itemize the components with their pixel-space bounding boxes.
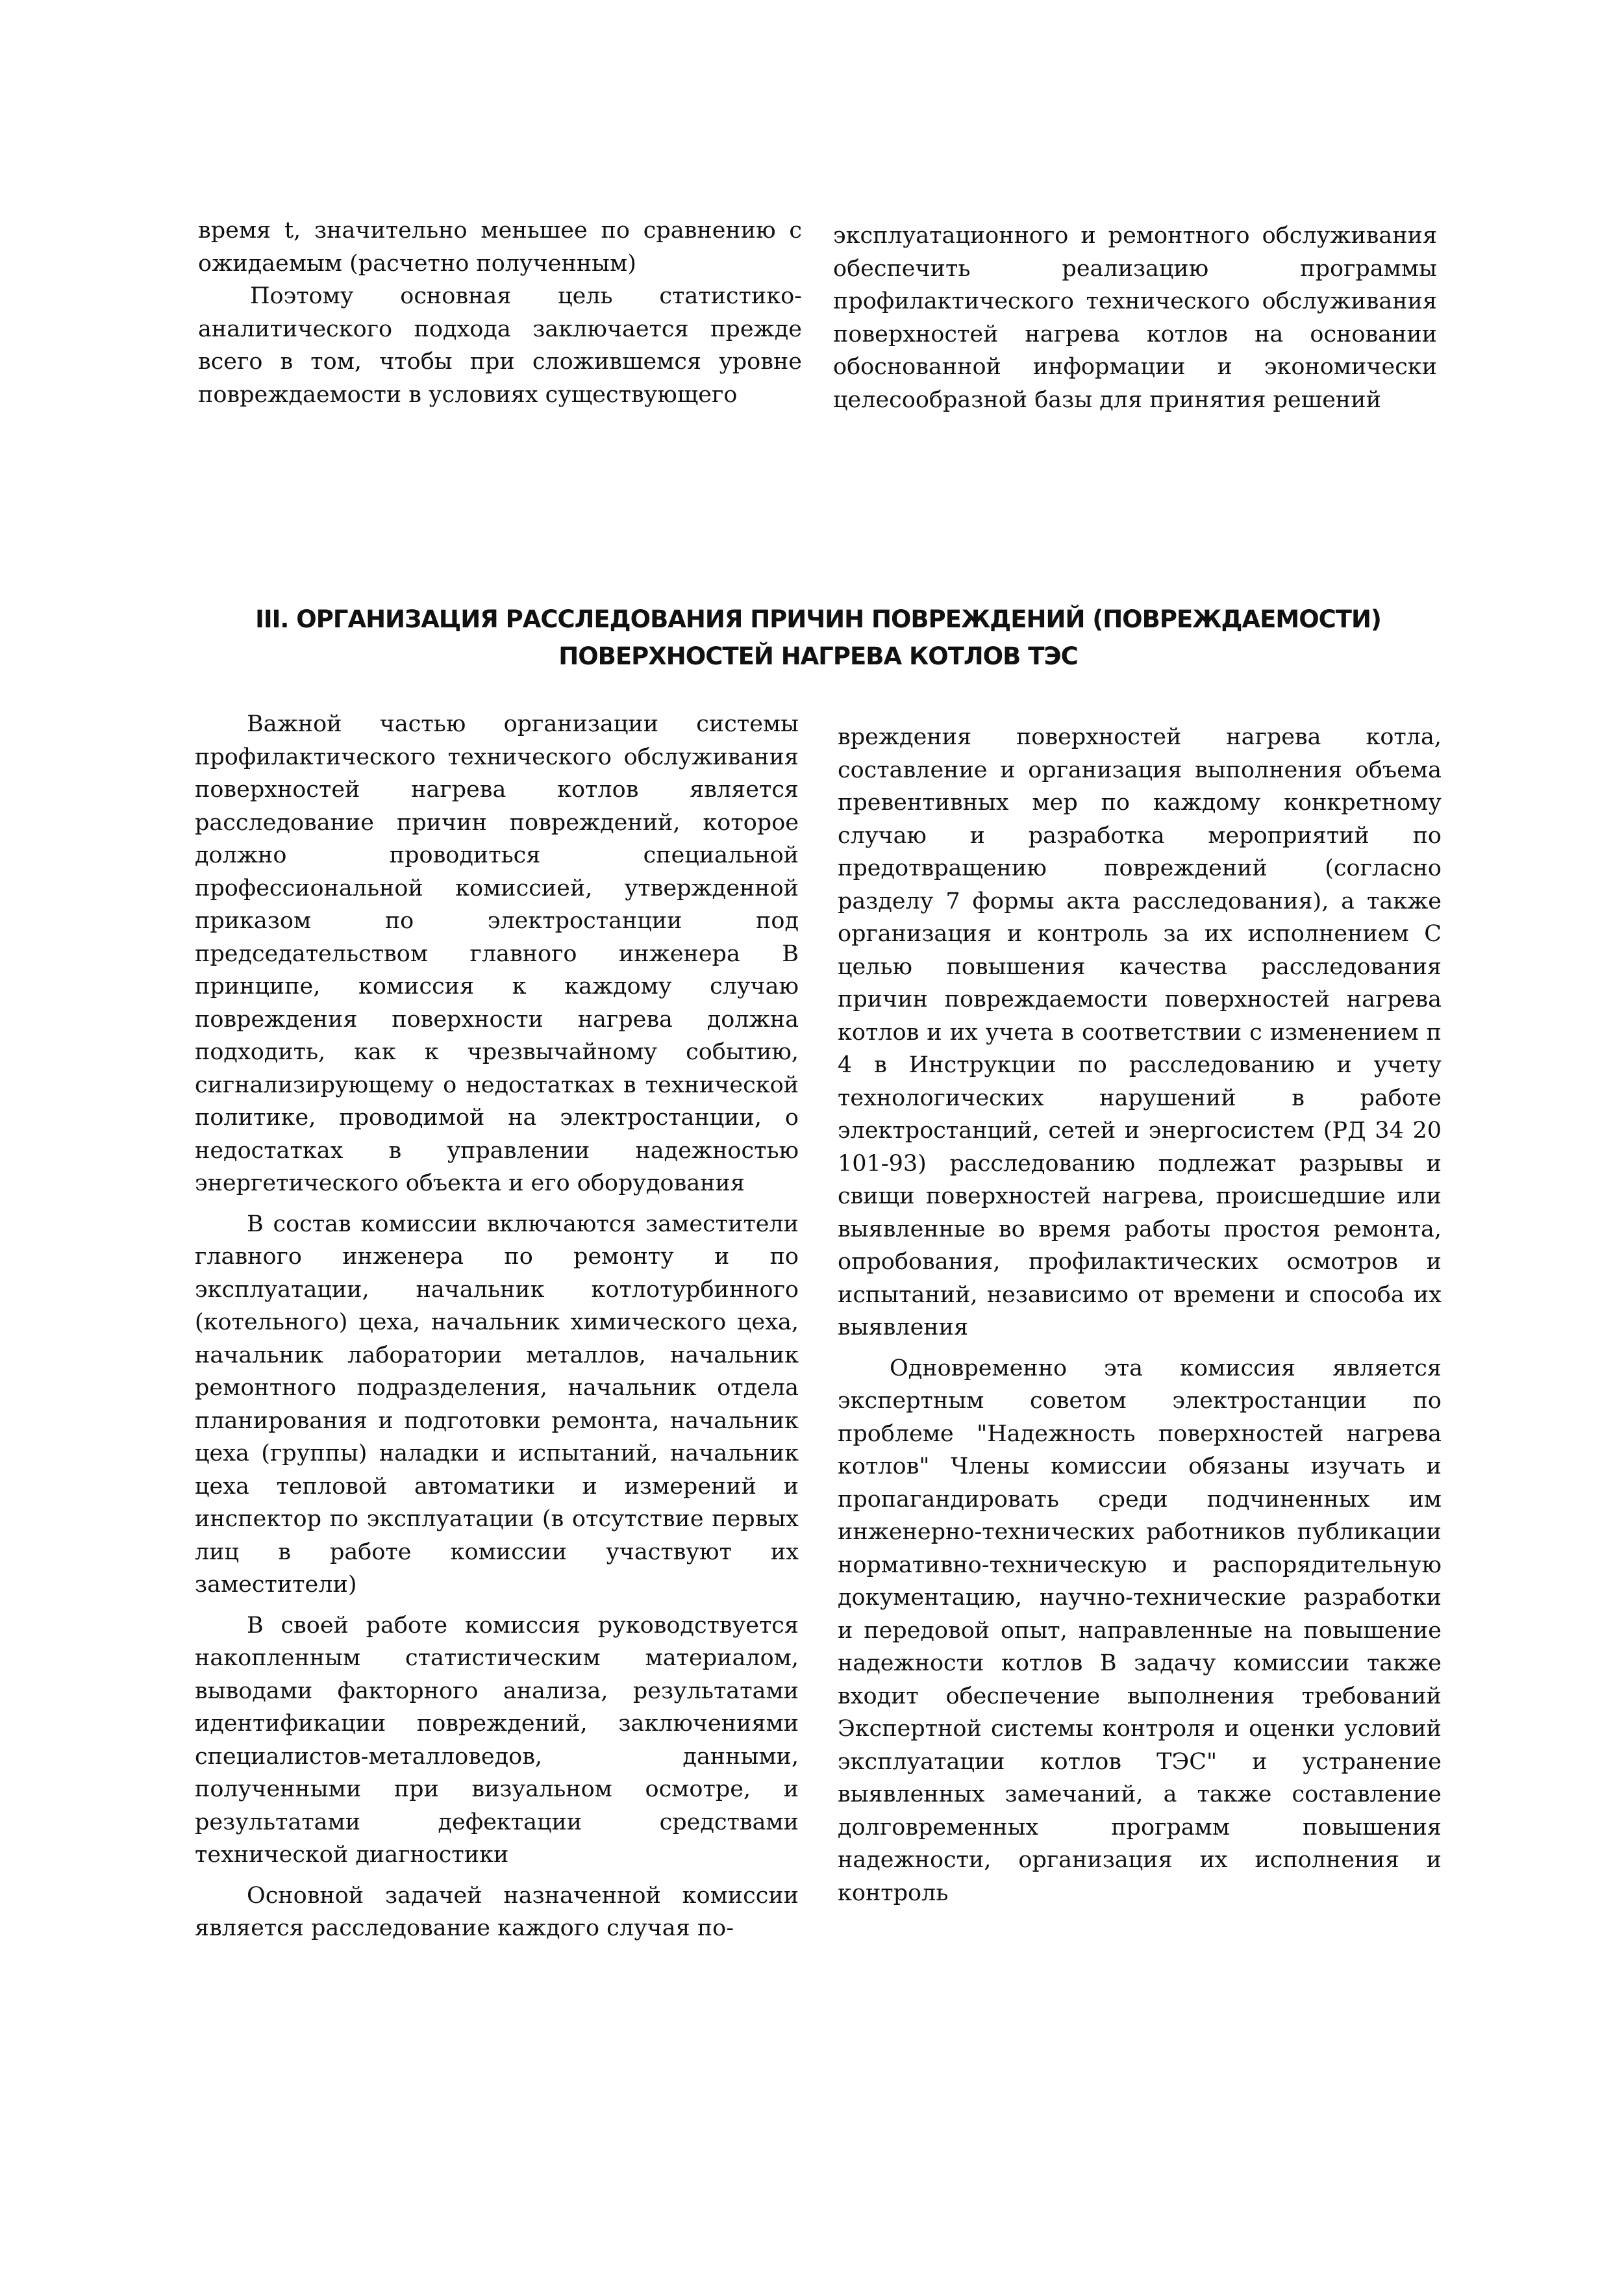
main-right-column xyxy=(838,721,1442,1909)
paragraph: В своей работе комиссия руководствуется накопленным статистическим материалом, выводами факторного анализа, результатами идентификации повреждений, заключениями специалистов-металловедов, данными, полученными при визуальном осмотре, и результатами дефектации средствами технической диагностики xyxy=(195,1612,799,1868)
paragraph: В состав комиссии включаются заместители главного инженера по ремонту и по эксплуатации, начальник котлотурбинного (котельного) цеха, начальник химического цеха, начальник лаборатории металлов, начальник ремонтного подразделения, начальник отдела планирования и подготовки ремонта, начальник цеха (группы) наладки и испытаний, начальник цеха тепловой автоматики и измерений и инспектор по эксплуатации (в отсутствие первых лиц в работе комиссии участвуют их заместители) xyxy=(195,1211,799,1598)
section-heading xyxy=(195,601,1442,675)
main-left-column xyxy=(195,708,799,1945)
paragraph: Важной частью организации системы профилактического технического обслуживания поверхностей нагрева котлов является расследование причин повреждений, которое должно проводиться специальной профессиональной комиссией, утвержденной приказом по электростанции под председательством главного инженера В принципе, комиссия к каждому случаю повреждения поверхности нагрева должна подходить, как к чрезвычайному событию, сигнализирующему о недостатках в технической политике, проводимой на электростанции, о недостатках в управлении надежностью энергетического объекта и его оборудования xyxy=(195,711,799,1196)
paragraph: эксплуатационного и ремонтного обслуживания обеспечить реализацию программы профилактического технического обслуживания поверхностей нагрева котлов на основании обоснованной информации и экономически целесообразной базы для принятия решений xyxy=(833,223,1437,413)
paragraph: вреждения поверхностей нагрева котла, составление и организация выполнения объема превентивных мер по каждому конкретному случаю и разработка мероприятий по предотвращению повреждений (согласно разделу 7 формы акта расследования), а также организация и контроль за их исполнением С целью повышения качества расследования причин повреждаемости поверхностей нагрева котлов и их учета в соответствии с изменением п 4 в Инструкции по расследованию и учету технологических нарушений в работе электростанций, сетей и энергосистем (РД 34 20 101-93) расследованию подлежат разрывы и свищи поверхностей нагрева, происшедшие или выявленные во время работы простоя ремонта, опробования, профилактических осмотров и испытаний, независимо от времени и способа их выявления xyxy=(838,724,1442,1340)
paragraph: Поэтому основная цель статистико-аналитического подхода заключается прежде всего в том, чтобы при сложившемся уровне повреждаемости в условиях существующего xyxy=(198,283,802,408)
top-right-column xyxy=(833,220,1437,416)
paragraph: Основной задачей назначенной комиссии является расследование каждого случая по- xyxy=(195,1882,799,1941)
section-heading-line-1: III. ОРГАНИЗАЦИЯ РАССЛЕДОВАНИЯ ПРИЧИН ПОВРЕЖДЕНИЙ (ПОВРЕЖДАЕМОСТИ) xyxy=(255,605,1381,633)
top-left-column xyxy=(198,214,802,411)
section-heading-line-2: ПОВЕРХНОСТЕЙ НАГРЕВА КОТЛОВ ТЭС xyxy=(558,642,1078,670)
paragraph: время t, значительно меньшее по сравнению с ожидаемым (расчетно полученным) xyxy=(198,218,802,277)
paragraph: Одновременно эта комиссия является экспертным советом электростанции по проблеме "Надежность поверхностей нагрева котлов" Члены комиссии обязаны изучать и пропагандировать среди подчиненных им инженерно-технических работников публикации нормативно-техническую и распорядительную документацию, научно-технические разработки и передовой опыт, направленные на повышение надежности котлов В задачу комиссии также входит обеспечение выполнения требований Экспертной системы контроля и оценки условий эксплуатации котлов ТЭС" и устранение выявленных замечаний, а также составление долговременных программ повышения надежности, организация их исполнения и контроль xyxy=(838,1355,1442,1906)
